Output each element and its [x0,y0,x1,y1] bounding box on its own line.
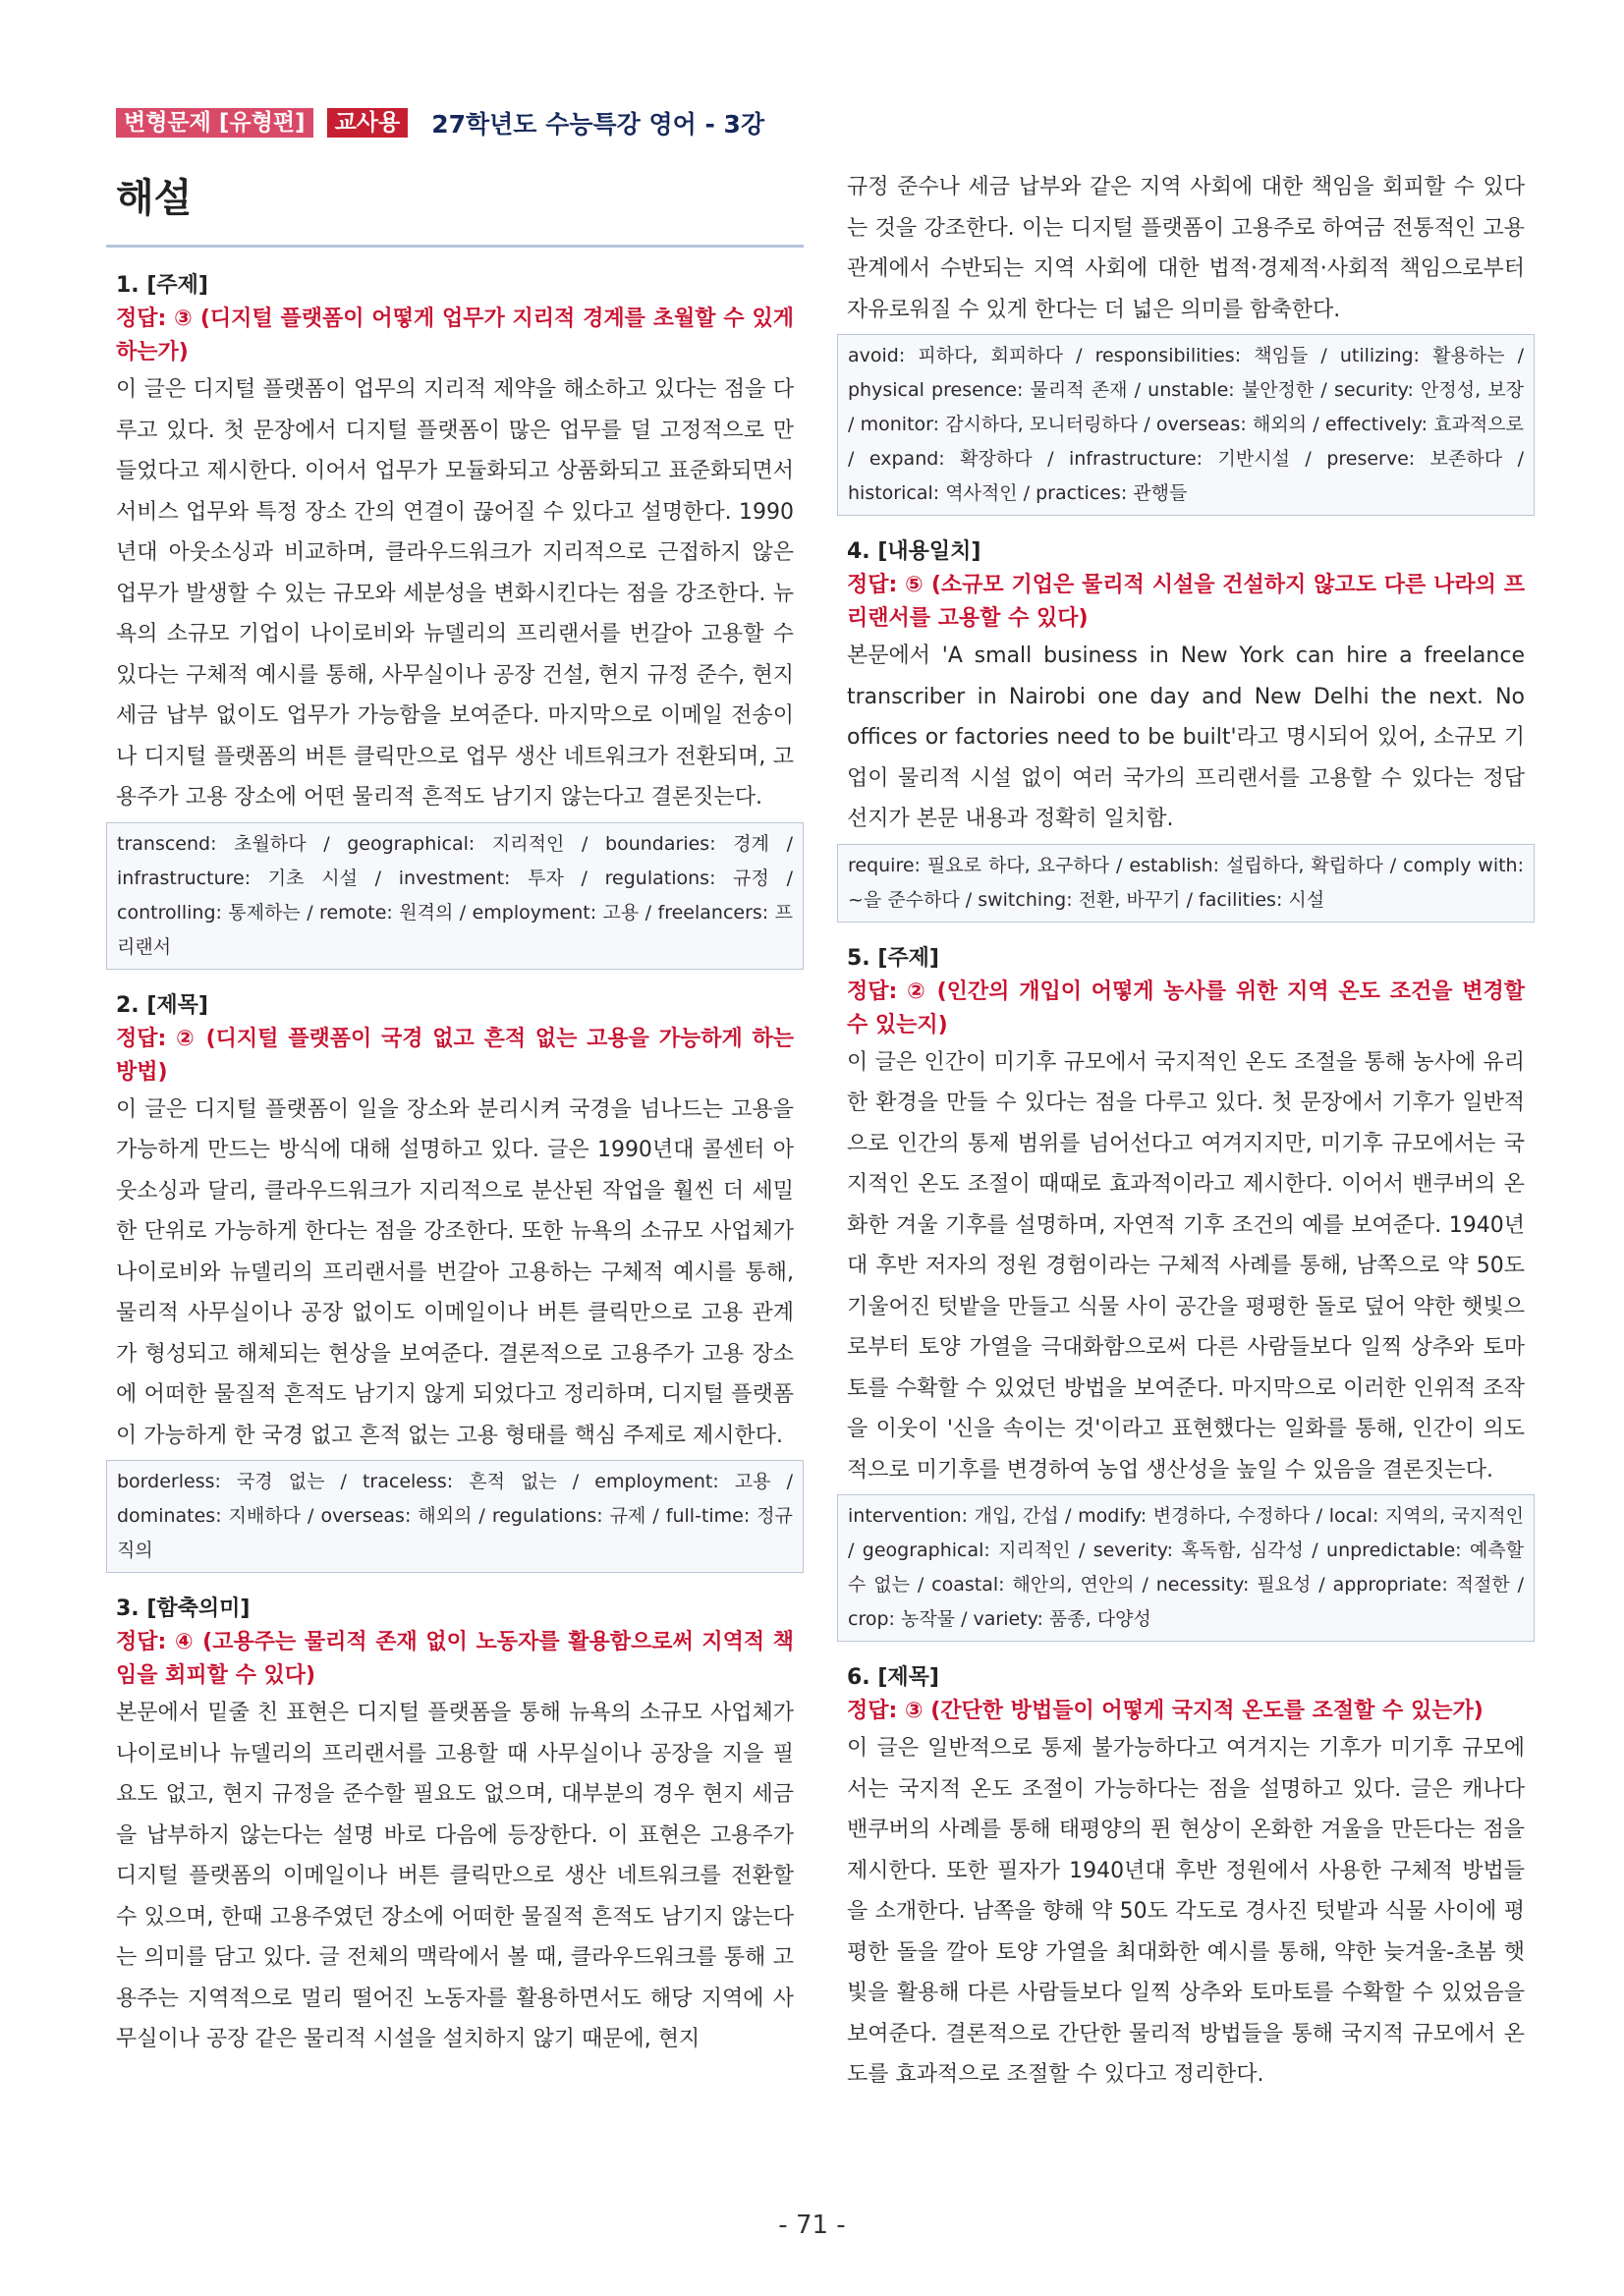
page-number: - 71 - [778,2211,846,2240]
answer-line: 정답: ③ (디지털 플랫폼이 어떻게 업무가 지리적 경계를 초월할 수 있게 하는가) [116,307,794,364]
question-6 [847,1661,1525,2096]
vocab-box: borderless: 국경 없는 / traceless: 흔적 없는 / employment: 고용 / dominates: 지배하다 / overseas: 해외의 / regulations: 규제 / full-time: 정규직의 [106,1460,804,1573]
question-heading: 1. [주제] [116,273,208,298]
type-tag: 변형문제 [유형편] [116,108,313,138]
question-heading: 4. [내용일치] [847,539,981,564]
teacher-tag: 교사용 [327,108,409,138]
vocab-box: intervention: 개입, 간섭 / modify: 변경하다, 수정하다 / local: 지역의, 국지적인 / geographical: 지리적인 / severity: 혹독함, 심각성 / unpredictable: 예측할 수 없는 / coastal: 해안의, 연안의 / necessity: 필요성 / appropriate: 적절한 / crop: 농작물 / variety: 품종, 다양성 [837,1494,1535,1642]
explanation-text: 이 글은 디지털 플랫폼이 일을 장소와 분리시켜 국경을 넘나드는 고용을 가능하게 만드는 방식에 대해 설명하고 있다. 글은 1990년대 콜센터 아웃소싱과 달리, 클라우드워크가 지리적으로 분산된 작업을 훨씬 더 세밀한 단위로 가능하게 한다는 점을 강조한다. 또한 뉴욕의 소규모 사업체가 나이로비와 뉴델리의 프리랜서를 번갈아 고용하는 구체적 예시를 통해, 물리적 사무실이나 공장 없이도 이메일이나 버튼 클릭만으로 고용 관계가 형성되고 해체되는 현상을 보여준다. 결론적으로 고용주가 고용 장소에 어떠한 물질적 흔적도 남기지 않게 되었다고 정리하며, 디지털 플랫폼이 가능하게 한 국경 없고 흔적 없는 고용 형태를 핵심 주제로 제시한다. [116,1096,794,1448]
page-title: 해설 [116,176,193,221]
explanation-text: 본문에서 밑줄 친 표현은 디지털 플랫폼을 통해 뉴욕의 소규모 사업체가 나이로비나 뉴델리의 프리랜서를 고용할 때 사무실이나 공장을 지을 필요도 없고, 현지 규정을 준수할 필요도 없으며, 대부분의 경우 현지 세금을 납부하지 않는다는 설명 바로 다음에 등장한다. 이 표현은 고용주가 디지털 플랫폼의 이메일이나 버튼 클릭만으로 생산 네트워크를 전환할 수 있으며, 한때 고용주였던 장소에 어떠한 물질적 흔적도 남기지 않는다는 의미를 담고 있다. 글 전체의 맥락에서 볼 때, 클라우드워크를 통해 고용주는 지역적으로 멀리 떨어진 노동자를 활용하면서도 해당 지역에 사무실이나 공장 같은 물리적 시설을 설치하지 않기 때문에, 현지 [116,1701,794,2051]
explanation-text: 이 글은 디지털 플랫폼이 업무의 지리적 제약을 해소하고 있다는 점을 다루고 있다. 첫 문장에서 디지털 플랫폼이 많은 업무를 덜 고정적으로 만들었다고 제시한다. 이어서 업무가 모듈화되고 상품화되고 표준화되면서 서비스 업무와 특정 장소 간의 연결이 끊어질 수 있다고 설명한다. 1990년대 아웃소싱과 비교하며, 클라우드워크가 지리적으로 근접하지 않은 업무가 발생할 수 있는 규모와 세분성을 변화시킨다는 점을 강조한다. 뉴욕의 소규모 기업이 나이로비와 뉴델리의 프리랜서를 번갈아 고용할 수 있다는 구체적 예시를 통해, 사무실이나 공장 건설, 현지 규정 준수, 현지 세금 납부 없이도 업무가 가능함을 보여준다. 마지막으로 이메일 전송이나 디지털 플랫폼의 버튼 클릭만으로 업무 생산 네트워크가 전환되며, 고용주가 고용 장소에 어떤 물리적 흔적도 남기지 않는다고 결론짓는다. [116,377,794,810]
left-column [116,167,794,2060]
header-title: 27학년도 수능특강 영어 - 3강 [431,110,765,139]
vocab-box: transcend: 초월하다 / geographical: 지리적인 / boundaries: 경계 / infrastructure: 기초 시설 / investment: 투자 / regulations: 규정 / controlling: 통제하는 / remote: 원격의 / employment: 고용 / freelancers: 프리랜서 [106,822,804,970]
answer-line: 정답: ④ (고용주는 물리적 존재 없이 노동자를 활용함으로써 지역적 책임을 회피할 수 있다) [116,1630,794,1688]
vocab-box: require: 필요로 하다, 요구하다 / establish: 설립하다, 확립하다 / comply with: ~을 준수하다 / switching: 전환, 바꾸기 / facilities: 시설 [837,844,1535,923]
vocab-box: avoid: 피하다, 회피하다 / responsibilities: 책임들 / utilizing: 활용하는 / physical presence: 물리적 존재 / unstable: 불안정한 / security: 안정성, 보장 / monitor: 감시하다, 모니터링하다 / overseas: 해외의 / effectively: 효과적으로 / expand: 확장하다 / infrastructure: 기반시설 / preserve: 보존하다 / historical: 역사적인 / practices: 관행들 [837,334,1535,516]
question-3 [116,1593,794,2060]
title-divider [106,245,804,248]
question-4 [847,535,1525,923]
question-heading: 5. [주제] [847,945,939,971]
question-heading: 3. [함축의미] [116,1596,251,1621]
question-heading: 6. [제목] [847,1665,939,1690]
question-3-continued [847,167,1525,516]
question-5 [847,942,1525,1643]
question-1 [116,269,794,970]
explanation-text: 이 글은 인간이 미기후 규모에서 국지적인 온도 조절을 통해 농사에 유리한 환경을 만들 수 있다는 점을 다루고 있다. 첫 문장에서 기후가 일반적으로 인간의 통제 범위를 넘어선다고 여겨지지만, 미기후 규모에서는 국지적인 온도 조절이 때때로 효과적이라고 제시한다. 이어서 밴쿠버의 온화한 겨울 기후를 설명하며, 자연적 기후 조건의 예를 보여준다. 1940년대 후반 저자의 정원 경험이라는 구체적 사례를 통해, 남쪽으로 약 50도 기울어진 텃밭을 만들고 식물 사이 공간을 평평한 돌로 덮어 약한 햇빛으로부터 토양 가열을 극대화함으로써 다른 사람들보다 일찍 상추와 토마토를 수확할 수 있었던 방법을 보여준다. 마지막으로 이러한 인위적 조작을 이웃이 '신을 속이는 것'이라고 표현했다는 일화를 통해, 인간이 의도적으로 미기후를 변경하여 농업 생산성을 높일 수 있음을 결론짓는다. [847,1049,1525,1483]
right-column [847,167,1525,2096]
question-heading: 2. [제목] [116,992,208,1018]
answer-line: 정답: ③ (간단한 방법들이 어떻게 국지적 온도를 조절할 수 있는가) [847,1699,1484,1723]
answer-line: 정답: ⑤ (소규모 기업은 물리적 시설을 건설하지 않고도 다른 나라의 프리랜서를 고용할 수 있다) [847,573,1525,631]
page-header [116,106,764,140]
explanation-text: 이 글은 일반적으로 통제 불가능하다고 여겨지는 기후가 미기후 규모에서는 국지적 온도 조절이 가능하다는 점을 설명하고 있다. 글은 캐나다 밴쿠버의 사례를 통해 태평양의 퓐 현상이 온화한 겨울을 만든다는 점을 제시한다. 또한 필자가 1940년대 후반 정원에서 사용한 구체적 방법들을 소개한다. 남쪽을 향해 약 50도 각도로 경사진 텃밭과 식물 사이에 평평한 돌을 깔아 토양 가열을 최대화한 예시를 통해, 약한 늦겨울-초봄 햇빛을 활용해 다른 사람들보다 일찍 상추와 토마토를 수확할 수 있었음을 보여준다. 결론적으로 간단한 물리적 방법들을 통해 국지적 규모에서 온도를 효과적으로 조절할 수 있다고 정리한다. [847,1736,1525,2087]
explanation-text: 본문에서 'A small business in New York can hire a freelance transcriber in Nairobi one day and New Delhi the next. No offices or factories need to be built'라고 명시되어 있어, 소규모 기업이 물리적 시설 없이 여러 국가의 프리랜서를 고용할 수 있다는 정답 선지가 본문 내용과 정확히 일치함. [847,644,1525,831]
explanation-text-continued: 규정 준수나 세금 납부와 같은 지역 사회에 대한 책임을 회피할 수 있다는 것을 강조한다. 이는 디지털 플랫폼이 고용주로 하여금 전통적인 고용 관계에서 수반되는 지역 사회에 대한 법적·경제적·사회적 책임으로부터 자유로워질 수 있게 한다는 더 넓은 의미를 함축한다. [847,175,1525,322]
answer-line: 정답: ② (인간의 개입이 어떻게 농사를 위한 지역 온도 조건을 변경할 수 있는지) [847,979,1525,1037]
question-2 [116,989,794,1574]
answer-line: 정답: ② (디지털 플랫폼이 국경 없고 흔적 없는 고용을 가능하게 하는 방법) [116,1026,794,1085]
